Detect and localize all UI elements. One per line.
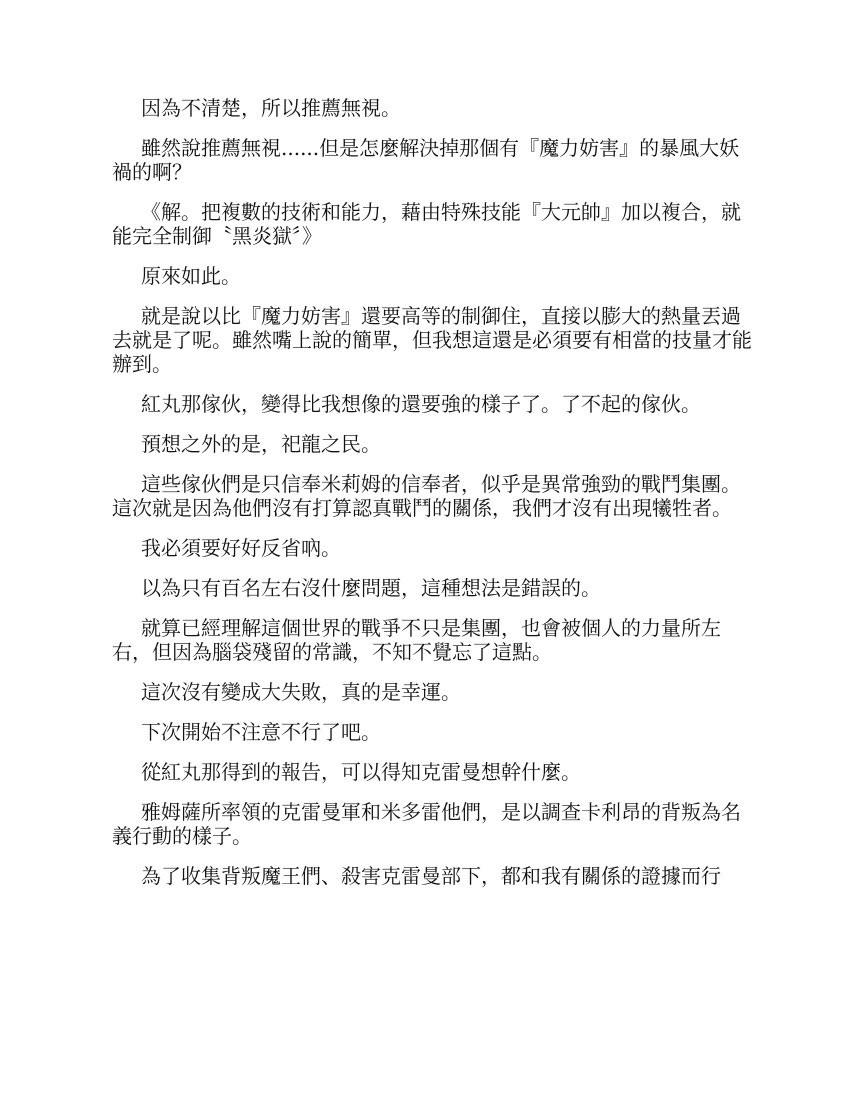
paragraph: 這些傢伙們是只信奉米莉姆的信奉者，似乎是異常強勁的戰鬥集團。這次就是因為他們沒有打算認真戰鬥的關係，我們才沒有出現犧牲者。 xyxy=(112,472,741,520)
paragraph: 《解。把複數的技術和能力，藉由特殊技能『大元帥』加以複合，就能完全制御〝黑炎獄〞》 xyxy=(112,200,741,248)
paragraph: 從紅丸那得到的報告，可以得知克雷曼想幹什麼。 xyxy=(141,760,581,784)
paragraph: 預想之外的是，祀龍之民。 xyxy=(141,432,381,456)
paragraph: 為了收集背叛魔王們、殺害克雷曼部下，都和我有關係的證據而行 xyxy=(141,864,721,888)
paragraph: 這次沒有變成大失敗，真的是幸運。 xyxy=(141,680,461,704)
paragraph: 以為只有百名左右沒什麼問題，這種想法是錯誤的。 xyxy=(141,576,601,600)
paragraph: 原來如此。 xyxy=(141,264,241,288)
paragraph: 紅丸那傢伙，變得比我想像的還要強的樣子了。了不起的傢伙。 xyxy=(141,392,701,416)
document-page xyxy=(112,96,752,904)
paragraph: 就算已經理解這個世界的戰爭不只是集團，也會被個人的力量所左右，但因為腦袋殘留的常識，不知不覺忘了這點。 xyxy=(112,616,721,664)
paragraph: 就是說以比『魔力妨害』還要高等的制御住，直接以膨大的熱量丟過去就是了呢。雖然嘴上說的簡單，但我想這還是必須要有相當的技量才能辦到。 xyxy=(112,304,752,376)
paragraph: 因為不清楚，所以推薦無視。 xyxy=(141,96,401,120)
paragraph: 下次開始不注意不行了吧。 xyxy=(141,720,381,744)
paragraph: 雅姆薩所率領的克雷曼軍和米多雷他們，是以調查卡利昂的背叛為名義行動的樣子。 xyxy=(112,800,741,848)
paragraph: 雖然說推薦無視......但是怎麼解決掉那個有『魔力妨害』的暴風大妖禍的啊？ xyxy=(112,136,740,184)
paragraph: 我必須要好好反省吶。 xyxy=(141,536,341,560)
